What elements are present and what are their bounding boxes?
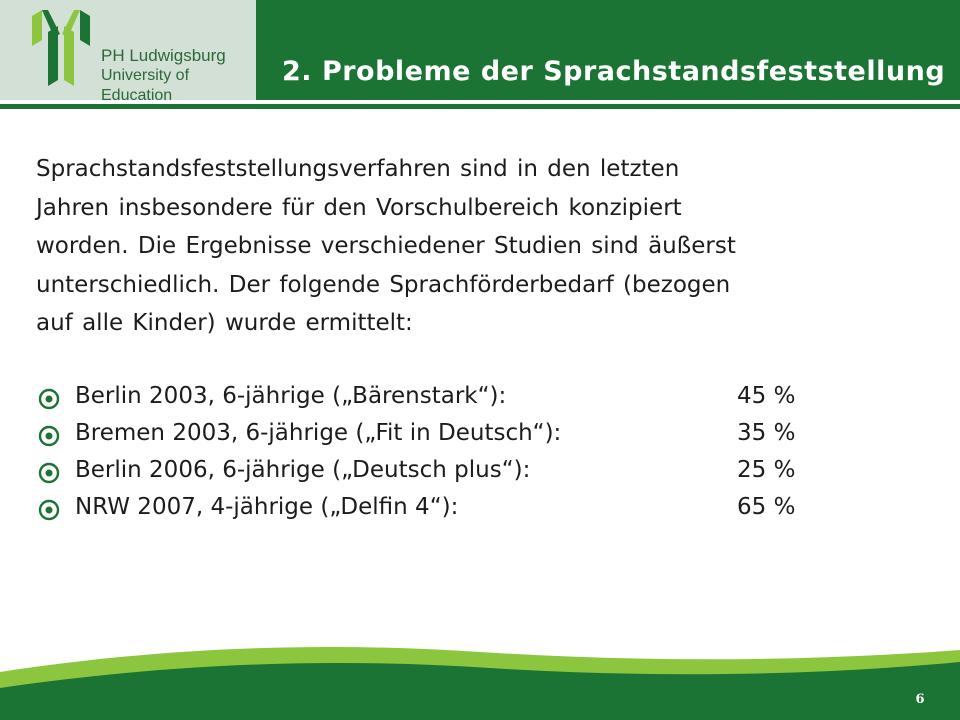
page-number: 6: [915, 692, 925, 707]
study-label: Bremen 2003, 6-jährige („Fit in Deutsch“):: [75, 420, 562, 446]
logo-line-2: University of Education: [101, 67, 190, 104]
circled-dot-bullet-icon: [38, 388, 60, 410]
ph-ludwigsburg-logo-icon: [30, 10, 94, 88]
intro-paragraph: [36, 150, 916, 343]
paragraph-line: auf alle Kinder) wurde ermittelt:: [36, 310, 413, 336]
footer-wave-decoration: [0, 628, 960, 720]
slide-title: 2. Probleme der Sprachstandsfeststellung: [282, 56, 946, 87]
header-separator: [0, 104, 960, 109]
logo-wordmark: [101, 46, 256, 106]
study-label: Berlin 2003, 6-jährige („Bärenstark“):: [75, 383, 507, 409]
study-label: NRW 2007, 4-jährige („Delfin 4“):: [75, 494, 459, 520]
paragraph-line: unterschiedlich. Der folgende Sprachförderbedarf (bezogen: [36, 271, 731, 298]
study-label: Berlin 2006, 6-jährige („Deutsch plus“):: [75, 457, 531, 483]
paragraph-line: Sprachstandsfeststellungsverfahren sind in den letzten: [36, 156, 680, 182]
circled-dot-bullet-icon: [38, 425, 60, 447]
paragraph-line: worden. Die Ergebnisse verschiedener Studien sind äußerst: [36, 233, 736, 259]
logo-area: [0, 0, 256, 104]
study-value: 45 %: [737, 383, 796, 409]
logo-line-1: PH Ludwigsburg: [101, 46, 226, 65]
study-value: 35 %: [737, 420, 796, 446]
paragraph-line: Jahren insbesondere für den Vorschulbereich konzipiert: [36, 194, 682, 221]
study-value: 65 %: [737, 494, 796, 520]
circled-dot-bullet-icon: [38, 462, 60, 484]
circled-dot-bullet-icon: [38, 499, 60, 521]
study-value: 25 %: [737, 457, 796, 483]
